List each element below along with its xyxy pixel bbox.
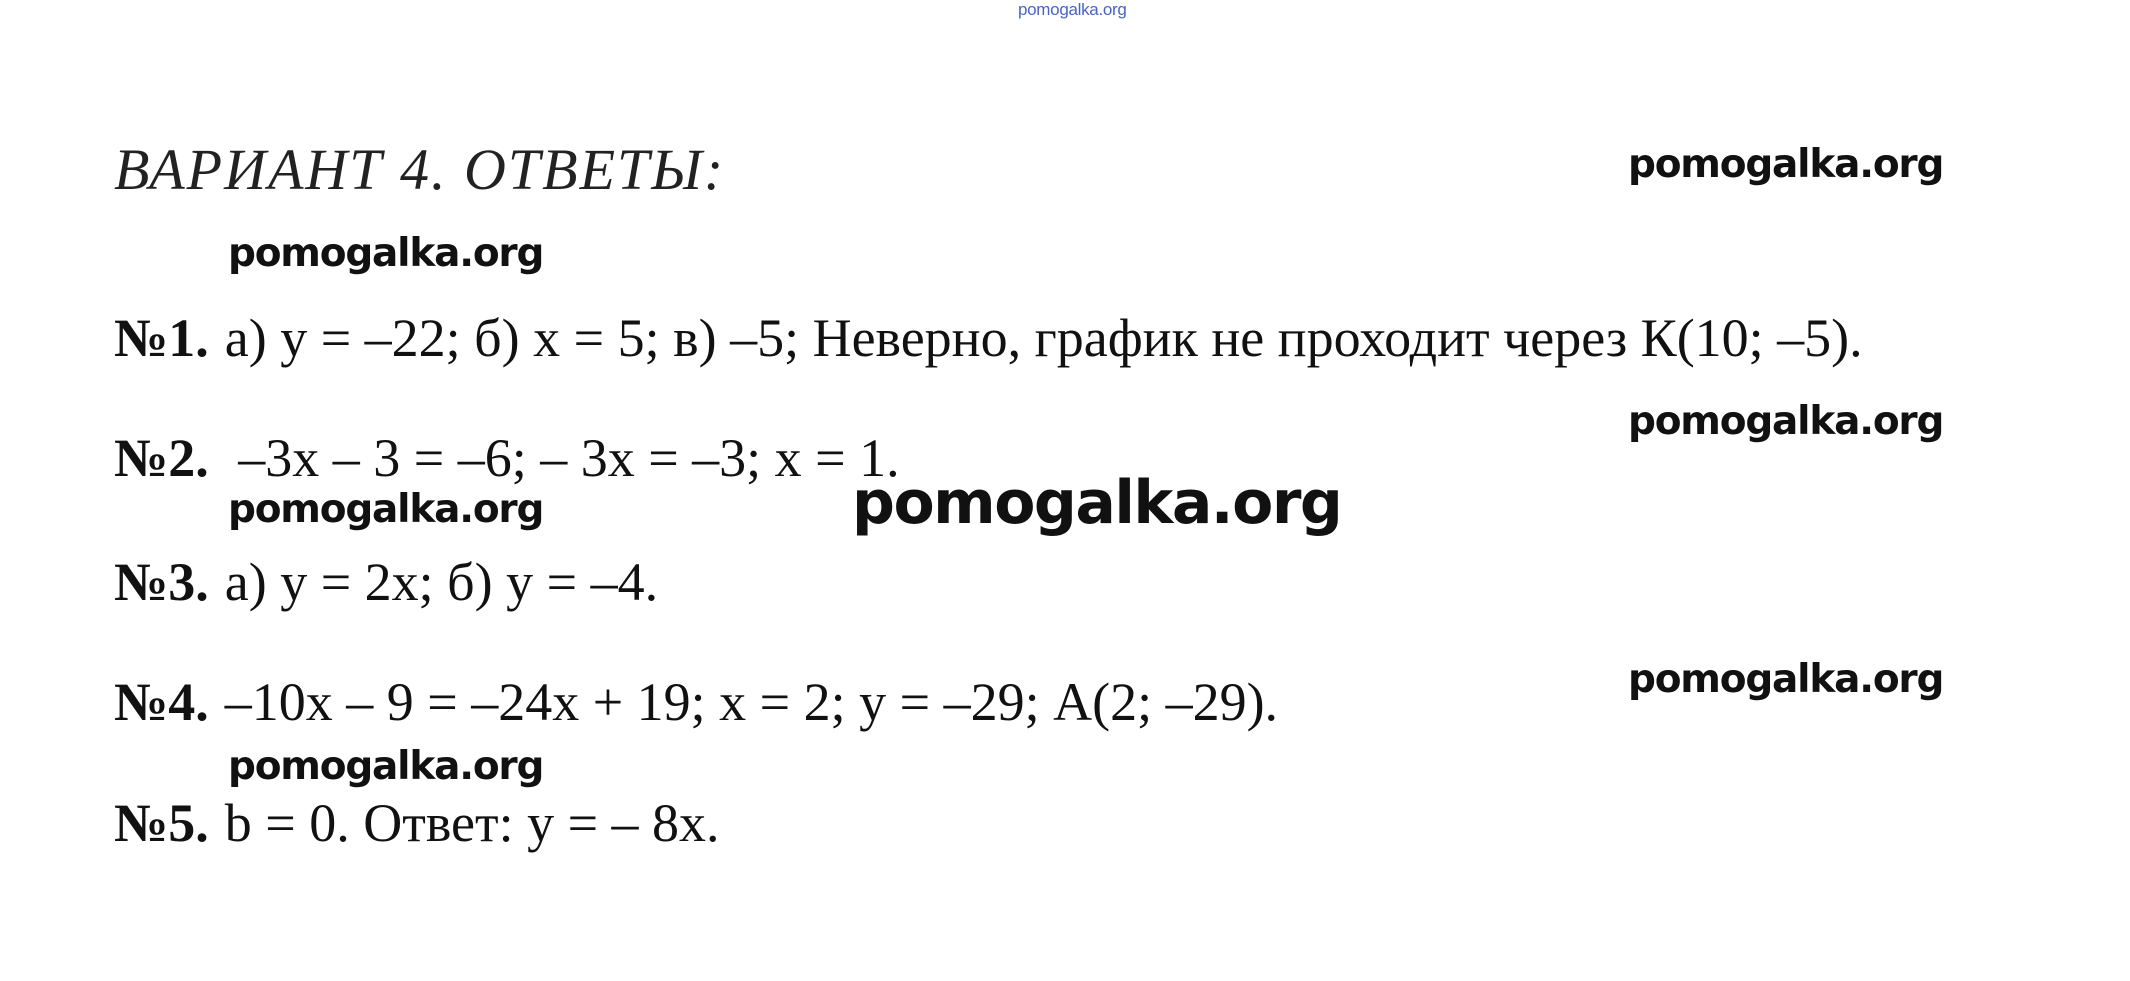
- answer-line-5: [114, 793, 720, 853]
- answer-text: а) у = 2х; б) у = –4.: [224, 552, 659, 612]
- answer-line-2: [114, 428, 900, 488]
- watermark-text: pomogalka.org: [228, 744, 544, 789]
- answer-line-4: [114, 672, 1279, 732]
- answer-text: –3х – 3 = –6; – 3х = –3; х = 1.: [224, 428, 900, 488]
- watermark-text: pomogalka.org: [1628, 399, 1944, 444]
- answer-text: –10х – 9 = –24х + 19; х = 2; у = –29; А(2; –29).: [224, 672, 1279, 732]
- watermark-text: pomogalka.org: [228, 231, 544, 276]
- answer-line-3: [114, 552, 659, 612]
- top-site-link[interactable]: pomogalka.org: [1018, 0, 1127, 19]
- answer-text: а) у = –22; б) х = 5; в) –5; Неверно, график не проходит через К(10; –5).: [224, 308, 1863, 368]
- answer-text: b = 0. Ответ: у = – 8х.: [224, 793, 720, 853]
- answer-number: №5.: [114, 793, 209, 853]
- watermark-text: pomogalka.org: [228, 487, 544, 532]
- page-title: ВАРИАНТ 4. ОТВЕТЫ:: [114, 137, 726, 202]
- answer-number: №1.: [114, 308, 209, 368]
- watermark-text: pomogalka.org: [1628, 142, 1944, 187]
- watermark-text: pomogalka.org: [1628, 657, 1944, 702]
- watermark-text-large: pomogalka.org: [852, 468, 1342, 538]
- answer-number: №4.: [114, 672, 209, 732]
- answer-line-1: [114, 308, 1863, 368]
- answer-number: №3.: [114, 552, 209, 612]
- answer-number: №2.: [114, 428, 209, 488]
